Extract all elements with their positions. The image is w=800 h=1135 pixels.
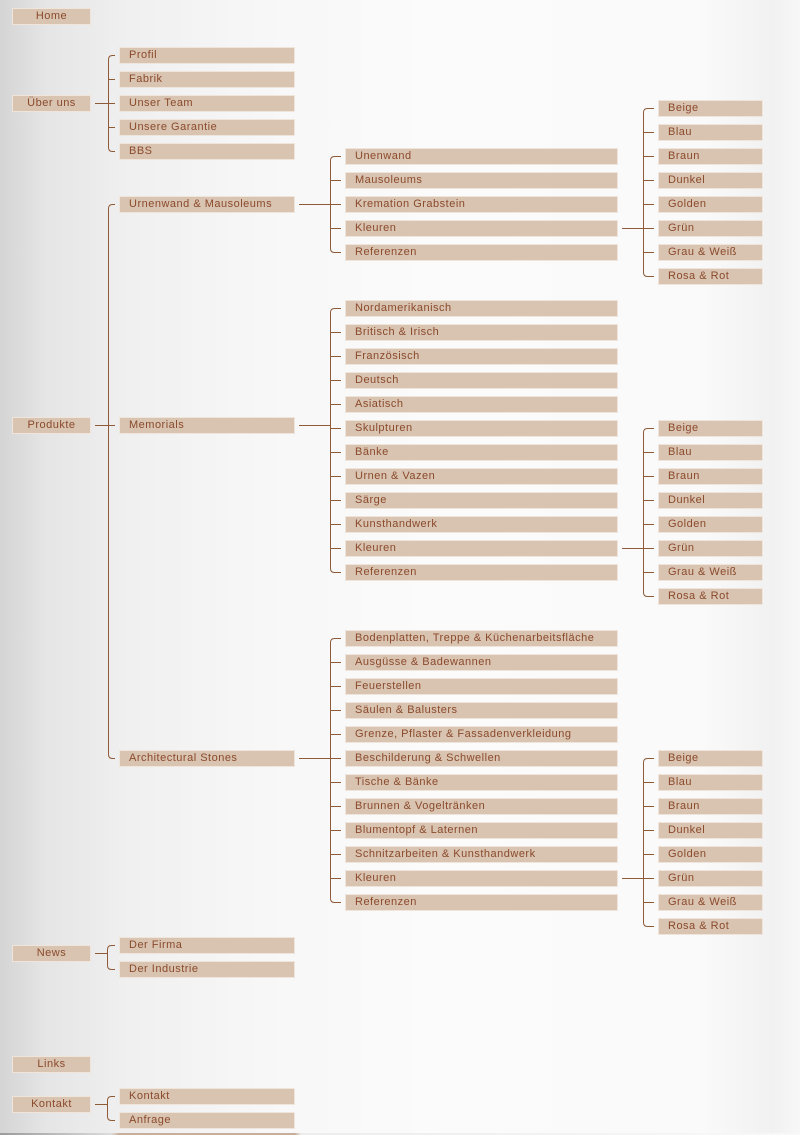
farbe1-golden[interactable]: Golden — [658, 196, 763, 213]
node-saulen-balusters[interactable]: Säulen & Balusters — [345, 702, 618, 719]
node-unenwand[interactable]: Unenwand — [345, 148, 618, 165]
node-referenzen[interactable]: Referenzen — [345, 894, 618, 911]
node-memorials[interactable]: Memorials — [119, 417, 295, 434]
farbe1-dunkel[interactable]: Dunkel — [658, 172, 763, 189]
node-skulpturen[interactable]: Skulpturen — [345, 420, 618, 437]
farbe2-grau-weiss[interactable]: Grau & Weiß — [658, 564, 763, 581]
farbe1-rosa-rot[interactable]: Rosa & Rot — [658, 268, 763, 285]
farbe2-golden[interactable]: Golden — [658, 516, 763, 533]
node-ausgusse-badewannen[interactable]: Ausgüsse & Badewannen — [345, 654, 618, 671]
node-banke[interactable]: Bänke — [345, 444, 618, 461]
node-bbs[interactable]: BBS — [119, 143, 295, 160]
node-blumentopf-laternen[interactable]: Blumentopf & Laternen — [345, 822, 618, 839]
node-produkte[interactable]: Produkte — [12, 417, 91, 434]
node-nordamerikanisch[interactable]: Nordamerikanisch — [345, 300, 618, 317]
node-kontakt[interactable]: Kontakt — [119, 1088, 295, 1105]
farbe2-braun[interactable]: Braun — [658, 468, 763, 485]
farbe2-grun[interactable]: Grün — [658, 540, 763, 557]
node-urnenwand-mausoleums[interactable]: Urnenwand & Mausoleums — [119, 196, 295, 213]
farbe2-beige[interactable]: Beige — [658, 420, 763, 437]
node-unser-team[interactable]: Unser Team — [119, 95, 295, 112]
node-schnitzarbeiten-kunsthandwerk[interactable]: Schnitzarbeiten & Kunsthandwerk — [345, 846, 618, 863]
node-franzosisch[interactable]: Französisch — [345, 348, 618, 365]
node-grenze-pflaster-fassadenverkleidung[interactable]: Grenze, Pflaster & Fassadenverkleidung — [345, 726, 618, 743]
node-feuerstellen[interactable]: Feuerstellen — [345, 678, 618, 695]
node-profil[interactable]: Profil — [119, 47, 295, 64]
farbe2-dunkel[interactable]: Dunkel — [658, 492, 763, 509]
farbe3-dunkel[interactable]: Dunkel — [658, 822, 763, 839]
farbe2-blau[interactable]: Blau — [658, 444, 763, 461]
node-fabrik[interactable]: Fabrik — [119, 71, 295, 88]
farbe3-grau-weiss[interactable]: Grau & Weiß — [658, 894, 763, 911]
node-asiatisch[interactable]: Asiatisch — [345, 396, 618, 413]
node-der-industrie[interactable]: Der Industrie — [119, 961, 295, 978]
node-referenzen[interactable]: Referenzen — [345, 564, 618, 581]
node-der-firma[interactable]: Der Firma — [119, 937, 295, 954]
farbe3-golden[interactable]: Golden — [658, 846, 763, 863]
node-architectural-stones[interactable]: Architectural Stones — [119, 750, 295, 767]
node-urnen-vazen[interactable]: Urnen & Vazen — [345, 468, 618, 485]
node-unsere-garantie[interactable]: Unsere Garantie — [119, 119, 295, 136]
node-tische-banke[interactable]: Tische & Bänke — [345, 774, 618, 791]
farbe3-blau[interactable]: Blau — [658, 774, 763, 791]
farbe1-grun[interactable]: Grün — [658, 220, 763, 237]
farbe3-braun[interactable]: Braun — [658, 798, 763, 815]
farbe1-blau[interactable]: Blau — [658, 124, 763, 141]
node-news[interactable]: News — [12, 945, 91, 962]
node-home[interactable]: Home — [12, 8, 91, 25]
node-britisch-irisch[interactable]: Britisch & Irisch — [345, 324, 618, 341]
farbe1-grau-weiss[interactable]: Grau & Weiß — [658, 244, 763, 261]
node-uber-uns[interactable]: Über uns — [12, 95, 91, 112]
node-kleuren[interactable]: Kleuren — [345, 870, 618, 887]
node-deutsch[interactable]: Deutsch — [345, 372, 618, 389]
node-kleuren[interactable]: Kleuren — [345, 540, 618, 557]
node-brunnen-vogeltranken[interactable]: Brunnen & Vogeltränken — [345, 798, 618, 815]
farbe2-rosa-rot[interactable]: Rosa & Rot — [658, 588, 763, 605]
node-sarge[interactable]: Särge — [345, 492, 618, 509]
node-kontakt[interactable]: Kontakt — [12, 1096, 91, 1113]
node-links[interactable]: Links — [12, 1056, 91, 1073]
farbe1-beige[interactable]: Beige — [658, 100, 763, 117]
farbe3-beige[interactable]: Beige — [658, 750, 763, 767]
farbe3-grun[interactable]: Grün — [658, 870, 763, 887]
node-beschilderung-schwellen[interactable]: Beschilderung & Schwellen — [345, 750, 618, 767]
node-anfrage[interactable]: Anfrage — [119, 1112, 295, 1129]
node-kleuren[interactable]: Kleuren — [345, 220, 618, 237]
node-kunsthandwerk[interactable]: Kunsthandwerk — [345, 516, 618, 533]
node-mausoleums[interactable]: Mausoleums — [345, 172, 618, 189]
node-referenzen[interactable]: Referenzen — [345, 244, 618, 261]
node-bodenplatten-treppe-kuchenarbeitsflache[interactable]: Bodenplatten, Treppe & Küchenarbeitsfläche — [345, 630, 618, 647]
farbe1-braun[interactable]: Braun — [658, 148, 763, 165]
farbe3-rosa-rot[interactable]: Rosa & Rot — [658, 918, 763, 935]
node-kremation-grabstein[interactable]: Kremation Grabstein — [345, 196, 618, 213]
